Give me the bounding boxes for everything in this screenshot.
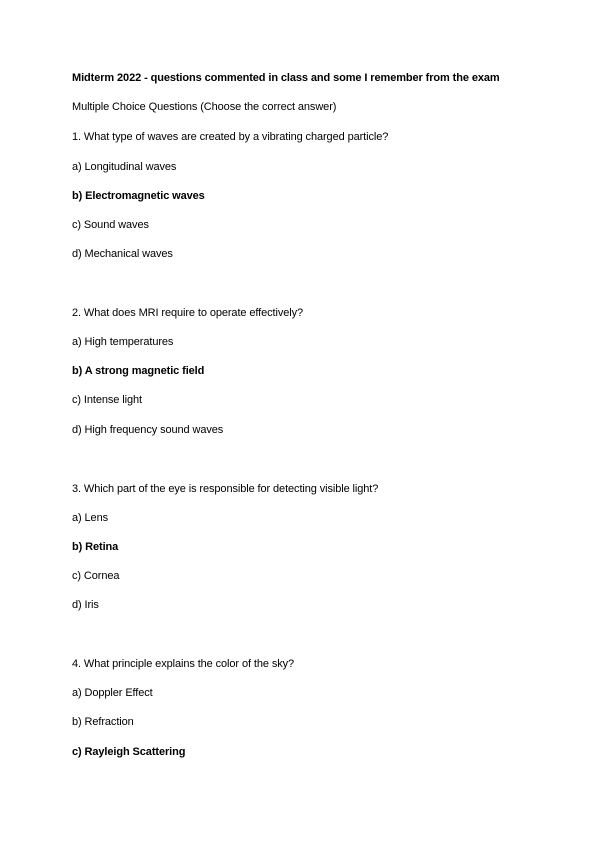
document-subtitle: Multiple Choice Questions (Choose the correct answer)	[72, 101, 337, 113]
question-3-option-d: d) Iris	[72, 599, 99, 611]
question-4-option-c-correct: c) Rayleigh Scattering	[72, 746, 186, 758]
question-4-option-a: a) Doppler Effect	[72, 687, 153, 699]
question-1-option-b-correct: b) Electromagnetic waves	[72, 190, 205, 202]
question-3-option-c: c) Cornea	[72, 570, 120, 582]
question-3: 3. Which part of the eye is responsible for detecting visible light?	[72, 483, 379, 495]
question-1: 1. What type of waves are created by a vibrating charged particle?	[72, 131, 389, 143]
question-2: 2. What does MRI require to operate effectively?	[72, 307, 304, 319]
question-2-option-d: d) High frequency sound waves	[72, 424, 224, 436]
question-2-option-b-correct: b) A strong magnetic field	[72, 365, 205, 377]
question-1-option-c: c) Sound waves	[72, 219, 149, 231]
question-3-option-b-correct: b) Retina	[72, 541, 119, 553]
question-2-option-c: c) Intense light	[72, 394, 142, 406]
question-3-option-a: a) Lens	[72, 512, 108, 524]
question-4-option-b: b) Refraction	[72, 716, 134, 728]
question-1-option-d: d) Mechanical waves	[72, 248, 173, 260]
document-title: Midterm 2022 - questions commented in class and some I remember from the exam	[72, 72, 500, 84]
question-4: 4. What principle explains the color of the sky?	[72, 658, 295, 670]
question-1-option-a: a) Longitudinal waves	[72, 161, 177, 173]
question-2-option-a: a) High temperatures	[72, 336, 174, 348]
